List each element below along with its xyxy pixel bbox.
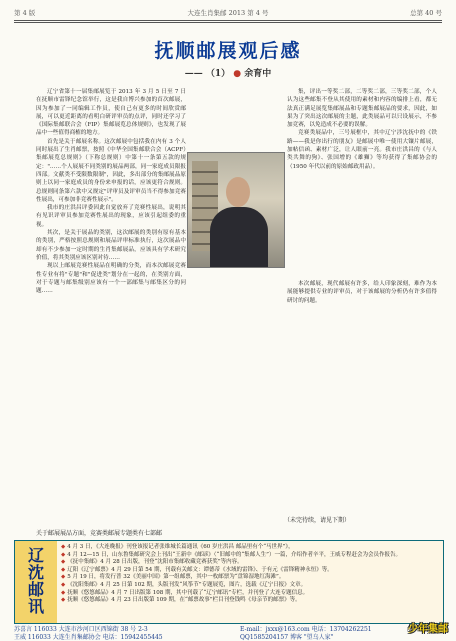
footer-address: 苏喜言 116033 大连市沙河口区西锦街 38 号 2-3 xyxy=(14,626,148,633)
page-number: 第 4 版 xyxy=(14,9,36,17)
footer-blog[interactable]: 博客 "望乌人家" xyxy=(289,634,334,641)
news-title: 辽沈邮讯 xyxy=(27,546,44,616)
news-text: 5 月 19 日，将发行普 32《美丽中国》第一组邮票，其中一枚邮票为“盘锦湿地红海滩”。 xyxy=(67,574,285,581)
page-header xyxy=(14,6,442,18)
news-item xyxy=(61,574,437,582)
header-rule-2 xyxy=(14,22,442,23)
closing-line: 关于邮展展品方面，竞赛类邮展专题类有七部邮 xyxy=(36,530,163,537)
bullet-icon: ◆ xyxy=(61,551,66,558)
subtitle-dash: —— xyxy=(184,69,206,79)
article-subtitle xyxy=(0,66,456,79)
news-box xyxy=(14,540,444,624)
footer-qq: QQ1585204157 xyxy=(240,634,289,641)
right-column-top xyxy=(287,88,437,171)
news-text: 4 月 12—15 日，山东鲁集邮研究会上刊出“王新中《邮谚》（“旧邮中的“集邮人生”）一篇，介绍作者辛平，王威专程赶会为会员作报告。 xyxy=(67,551,401,558)
bullet-icon: ◆ xyxy=(61,559,66,566)
author-name: 余育中 xyxy=(244,69,272,79)
continued-note: （未完待续，请见下期） xyxy=(284,517,351,524)
news-item xyxy=(61,597,437,605)
paragraph: 首先是关于邮展名称。这次邮展中包括我在内有 3 个人同时展出了生肖邮票，按照《中华全国集邮联合会（ACPF）集邮展览总规则》（下称总规则）中第十一条第五款的规定："……个人展展不同类别的展品两部，同一家庭成员限报四部。文献类不受限数限制"，因此，多出部分的集邮展品原则上以同一家庭成员的身份来申报的话，应该更符合规则。总规则同条第六款中又规定"评审员及评审员当不得参加竞赛性展出，可参加非竞赛性展示"。 xyxy=(36,138,186,203)
footer-email[interactable]: E-mail：jxxx@163.com xyxy=(240,626,310,633)
author-dot: ● xyxy=(233,69,242,79)
bullet-icon: ◆ xyxy=(61,574,66,581)
paragraph: 我市的庄洪昌评委因此自觉放弃了竞赛性展出，说明其有见识评审员参加竞赛性展出的现象，应该引起组委的重视。 xyxy=(36,205,186,228)
right-column-bottom xyxy=(287,280,437,305)
news-list xyxy=(61,544,437,605)
news-text: 抚顺《悠悠邮品》4 月 23 日出版第 109 期，在“邮票故事”栏目刊登钱鸣《母亲节的邮票》等。 xyxy=(67,597,301,604)
footer-editor: 王威 116033 大连生肖集邮协会 电话：15942455445 xyxy=(14,634,163,641)
bullet-icon: ◆ xyxy=(61,597,66,604)
news-badge xyxy=(15,541,57,623)
paragraph: 辽宁省第十一届集邮展览于 2013 年 3 月 5 日至 7 日在抚顺市雷锋纪念馆举行，这是我自博兴参加的首次邮展，因为参加了一同编辑工作员，使自己有更多的时间欣赏邮展，可以更近距离的看明白研评审员的点评，同时还学习了《国际集邮联合会（FIP）集邮展览总体规则》，也发现了展品中一些值得商榷的地方。 xyxy=(36,89,186,137)
paragraph: 竞赛类展品中，三号展框中，其中辽宁涉沈抚中的《铁路——我是你出行的朋友》是邮展中唯一使用大镶片邮展，加帖信函、素材广泛，让人眼前一亮。我市庄洪昌的《与人类共舞的狗》、张国增的《雄狮》等均获得了集邮协会的（1950 年代以前的原始邮政用品）。 xyxy=(287,130,437,170)
news-text: 4 月 3 日，《大连晚报》刊登该报记者张维城长篇通讯《60 岁庄洪昌 邮品里有个“马世界”》， xyxy=(67,544,294,550)
news-text: 辽阳《辽宁邮票》4 月 29 日第 54 期，刊载有关邮文：谭德蒂《水域的雷锋》、于有元《雷锋精神永恒》等。 xyxy=(67,566,333,573)
bullet-icon: ◆ xyxy=(61,581,66,588)
news-text: 抚顺《悠悠邮品》4 月 7 日出版第 108 期，其中刊载了“辽宁邮讯”专栏，并刊登了大连专题信息。 xyxy=(67,589,309,596)
paragraph: 集，评出一等奖二部，二等奖二部，三等奖二部，个人认为这些邮集不登从其使用的素材和内容的编排上看，都无法真正满足展览集邮展品和专题集邮展品的要求，因此，如果为了突出这次邮展的主题，此类展品可以只设展示，不参加竞赛，以免造成不必要的误解。 xyxy=(287,89,437,129)
bullet-icon: ◆ xyxy=(61,589,66,596)
bullet-icon: ◆ xyxy=(61,566,66,573)
left-column xyxy=(36,88,186,295)
paragraph: 现以上邮展竞赛性展品在明确的分类，而本次邮展竞赛性专业有将"专题"和"促进类"划分在一起的，在类别方面，对于专题与邮集级别应该有一个一部邮集与邮集区分的问题…… xyxy=(36,263,186,295)
news-text: 《抚中集邮》4 月 28 日出版，刊登“沈阳市集邮收藏竞赛获奖”等内容。 xyxy=(67,559,243,566)
issue-title: 大连生肖集邮 2013 第 4 号 xyxy=(187,9,269,17)
article-title: 抚顺邮展观后感 xyxy=(154,40,302,62)
watermark-logo: 少年集邮 xyxy=(408,624,448,635)
news-text: 《沈阳集邮》4 月 25 日第 102 期，头版刊发“风筝节”专题展览，图片，选载《辽宁日报》文章。 xyxy=(67,581,307,588)
news-item xyxy=(61,544,437,552)
bullet-icon: ◆ xyxy=(61,544,66,550)
paragraph: 本次邮展，现代邮展有许多，给人印象深刻，难作为本展能够提供专业的评审员，对于该邮展的分析仍有许多值得研讨的问题。 xyxy=(287,281,437,304)
paragraph: 其次，是关于展品的类别，这次邮展的类别有原有基本的类别，严格按照总规则和展品评审标准执行，这次展品中却有不少参加一定时期的生肖集邮展品，应该具有学术研究价值，将其类别应该区别对待…… xyxy=(36,230,186,261)
news-item xyxy=(61,582,437,590)
footer-phone: 电话：13704262251 xyxy=(311,626,372,633)
photo-person-body xyxy=(210,207,268,268)
author-photo xyxy=(187,152,285,268)
photo-person-head xyxy=(226,177,250,207)
total-issue: 总第 40 号 xyxy=(410,9,442,17)
header-rule xyxy=(14,20,442,21)
news-item xyxy=(61,559,437,567)
subtitle-number: （1） xyxy=(205,69,231,79)
